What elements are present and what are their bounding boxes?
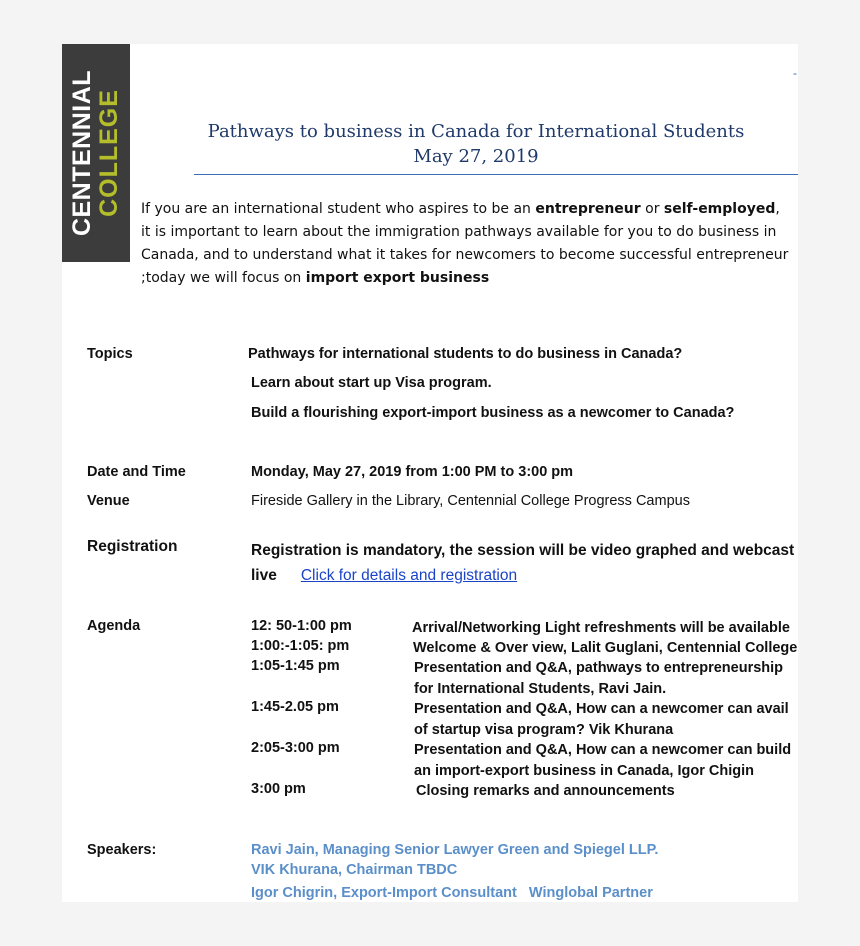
agenda-time: 1:00:-1:05: pm: [251, 638, 350, 654]
agenda-time: 1:05-1:45 pm: [251, 658, 340, 674]
centennial-college-logo: [62, 44, 130, 262]
document-title: [140, 119, 812, 169]
agenda-desc: Presentation and Q&A, How can a newcomer can build an import-export business in Canada, Igor Chigin: [414, 742, 792, 779]
agenda-desc: Presentation and Q&A, pathways to entrepreneurship for International Students, Ravi Jain.: [414, 660, 784, 697]
agenda-label: Agenda: [87, 618, 141, 634]
speakers-label: Speakers:: [87, 842, 157, 858]
title-line-1: Pathways to business in Canada for International Students: [207, 121, 745, 142]
registration-text: Registration is mandatory, the session will be video graphed and webcast live Click for details and registration: [251, 542, 795, 584]
title-divider: [194, 174, 798, 175]
registration-label: Registration: [87, 538, 178, 555]
registration-link[interactable]: Click for details and registration: [300, 567, 518, 584]
speaker-item: Ravi Jain, Managing Senior Lawyer Green and Spiegel LLP.: [251, 842, 659, 858]
topic-item: Build a flourishing export-import business as a newcomer to Canada?: [251, 405, 735, 421]
intro-paragraph: If you are an international student who aspires to be an entrepreneur or self-employed, it is important to learn about the immigration pathways available for you to do business in Canada, and to understand what it takes for newcomers to become successful entrepreneur ;today we will focus on import export business: [141, 201, 789, 286]
logo-line-1: CENTENNIAL: [68, 69, 96, 237]
date-time-value: Monday, May 27, 2019 from 1:00 PM to 3:00 pm: [251, 464, 574, 480]
intro-bold-entrepreneur: entrepreneur: [535, 201, 641, 217]
topics-label: Topics: [87, 346, 133, 362]
date-time-label: Date and Time: [87, 464, 186, 480]
corner-mark: -: [793, 66, 797, 80]
logo-line-2: COLLEGE: [95, 89, 123, 217]
venue-value: Fireside Gallery in the Library, Centennial College Progress Campus: [251, 493, 690, 509]
agenda-desc: Arrival/Networking Light refreshments will be available: [412, 620, 790, 636]
intro-bold-import-export: import export business: [305, 270, 490, 286]
topic-item: Learn about start up Visa program.: [251, 375, 492, 391]
topic-item: Pathways for international students to do business in Canada?: [248, 346, 683, 362]
intro-bold-self-employed: self-employed: [663, 201, 776, 217]
agenda-desc: Welcome & Over view, Lalit Guglani, Centennial College: [413, 640, 798, 656]
agenda-time: 3:00 pm: [251, 781, 306, 797]
speaker-item: Igor Chigrin, Export-Import Consultant Winglobal Partner: [251, 885, 653, 901]
agenda-time: 2:05-3:00 pm: [251, 740, 340, 756]
agenda-desc: Presentation and Q&A, How can a newcomer can avail of startup visa program? Vik Khurana: [414, 701, 789, 738]
agenda-time: 1:45-2.05 pm: [251, 699, 339, 715]
speaker-item: VIK Khurana, Chairman TBDC: [251, 862, 458, 878]
agenda-time: 12: 50-1:00 pm: [251, 618, 352, 634]
agenda-desc: Closing remarks and announcements: [416, 783, 675, 799]
title-line-2: May 27, 2019: [413, 146, 539, 167]
venue-label: Venue: [87, 493, 130, 509]
